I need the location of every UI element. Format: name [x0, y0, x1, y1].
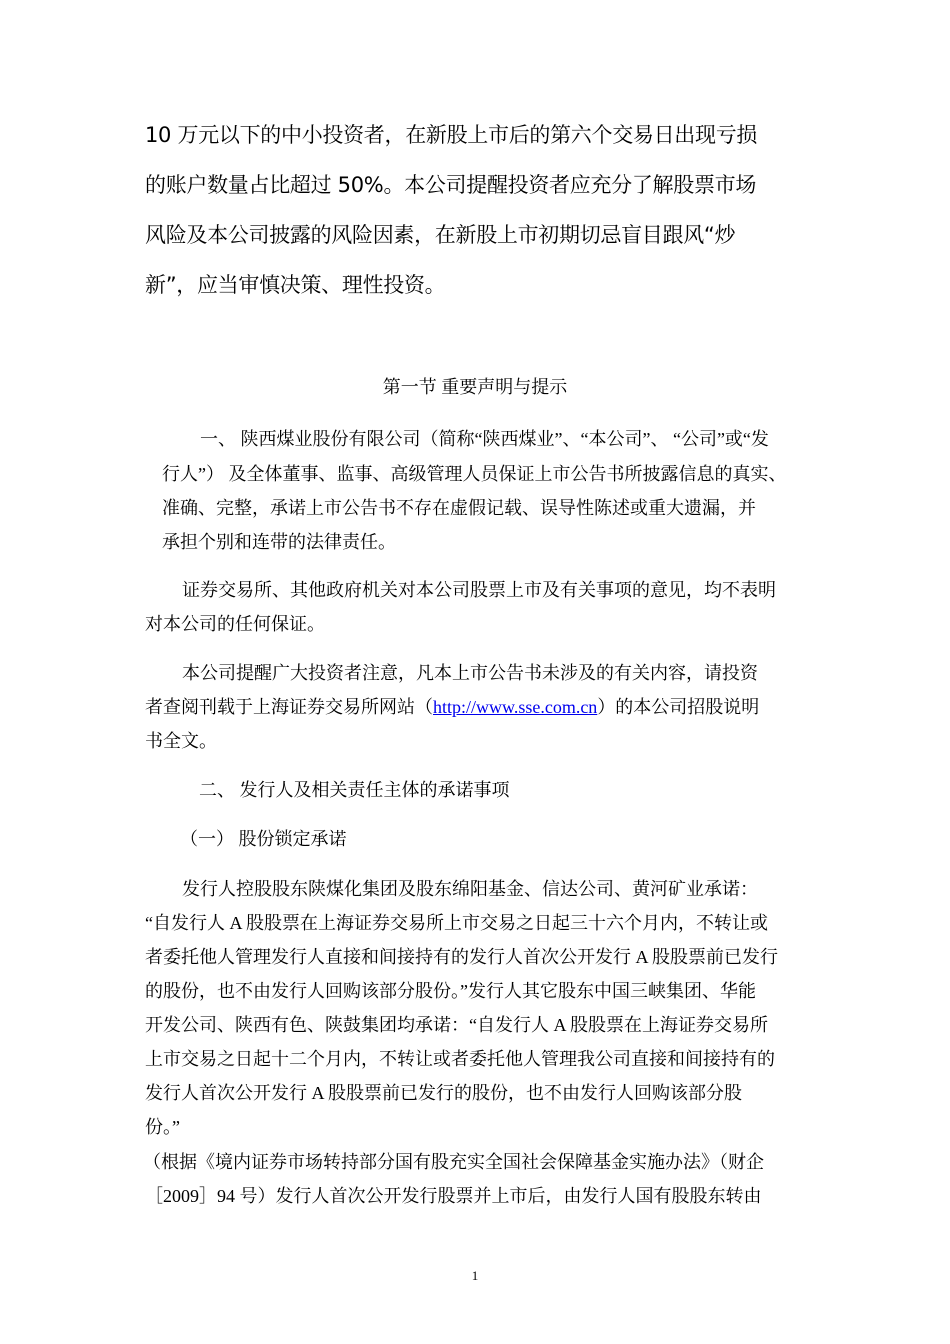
- page-number: 1: [471, 1268, 479, 1283]
- lockup-line-3: 者委托他人管理发行人直接和间接持有的发行人首次公开发行 A 股股票前已发行: [145, 947, 779, 967]
- basis-line-1: （根据《境内证券市场转持部分国有股充实全国社会保障基金实施办法》（财企: [143, 1152, 764, 1172]
- lockup-line-2: “自发行人 A 股股票在上海证券交易所上市交易之日起三十六个月内，不转让或: [145, 913, 768, 933]
- warning-line-4: 新”，应当审慎决策、理性投资。: [145, 273, 446, 297]
- sub-heading-lockup: （一） 股份锁定承诺: [180, 829, 347, 849]
- lockup-line-7: 发行人首次公开发行 A 股股票前已发行的股份，也不由发行人回购该部分股: [145, 1083, 743, 1103]
- item-one-line-3: 准确、完整，承诺上市公告书不存在虚假记载、误导性陈述或重大遗漏，并: [162, 498, 756, 518]
- basis-line-2: ［2009］94 号）发行人首次公开发行股票并上市后，由发行人国有股股东转由: [145, 1186, 762, 1206]
- sse-website-link[interactable]: http://www.sse.com.cn: [433, 697, 598, 717]
- exchange-line-2: 对本公司的任何保证。: [145, 614, 325, 634]
- lockup-line-5: 开发公司、陕西有色、陕鼓集团均承诺：“自发行人 A 股股票在上海证券交易所: [145, 1015, 768, 1035]
- lockup-line-6: 上市交易之日起十二个月内，不转让或者委托他人管理我公司直接和间接持有的: [145, 1049, 775, 1069]
- section-title: 第一节 重要声明与提示: [382, 377, 568, 397]
- warning-line-1: 10 万元以下的中小投资者，在新股上市后的第六个交易日出现亏损: [145, 123, 758, 147]
- lockup-line-1: 发行人控股股东陕煤化集团及股东绵阳基金、信达公司、黄河矿业承诺：: [182, 879, 758, 899]
- reminder-line-2-after: ）的本公司招股说明: [597, 697, 760, 717]
- reminder-line-1: 本公司提醒广大投资者注意，凡本上市公告书未涉及的有关内容，请投资: [182, 663, 758, 683]
- lockup-line-4: 的股份，也不由发行人回购该部分股份。”发行人其它股东中国三峡集团、华能: [145, 981, 756, 1001]
- item-two-heading: 二、 发行人及相关责任主体的承诺事项: [199, 780, 510, 800]
- warning-line-3: 风险及本公司披露的风险因素，在新股上市初期切忌盲目跟风“炒: [145, 223, 736, 247]
- reminder-line-3: 书全文。: [145, 731, 217, 751]
- warning-line-2: 的账户数量占比超过 50%。本公司提醒投资者应充分了解股票市场: [145, 173, 757, 197]
- lockup-line-8: 份。”: [145, 1117, 180, 1137]
- item-one-line-4: 承担个别和连带的法律责任。: [162, 532, 396, 552]
- item-one-line-1: 一、 陕西煤业股份有限公司（简称“陕西煤业”、“本公司”、 “公司”或“发: [200, 429, 769, 449]
- reminder-line-2-before: 者查阅刊载于上海证券交易所网站（: [145, 697, 433, 717]
- reminder-line-2: [145, 693, 759, 719]
- item-one-line-2: 行人”） 及全体董事、监事、高级管理人员保证上市公告书所披露信息的真实、: [162, 464, 787, 484]
- exchange-line-1: 证券交易所、其他政府机关对本公司股票上市及有关事项的意见，均不表明: [182, 580, 776, 600]
